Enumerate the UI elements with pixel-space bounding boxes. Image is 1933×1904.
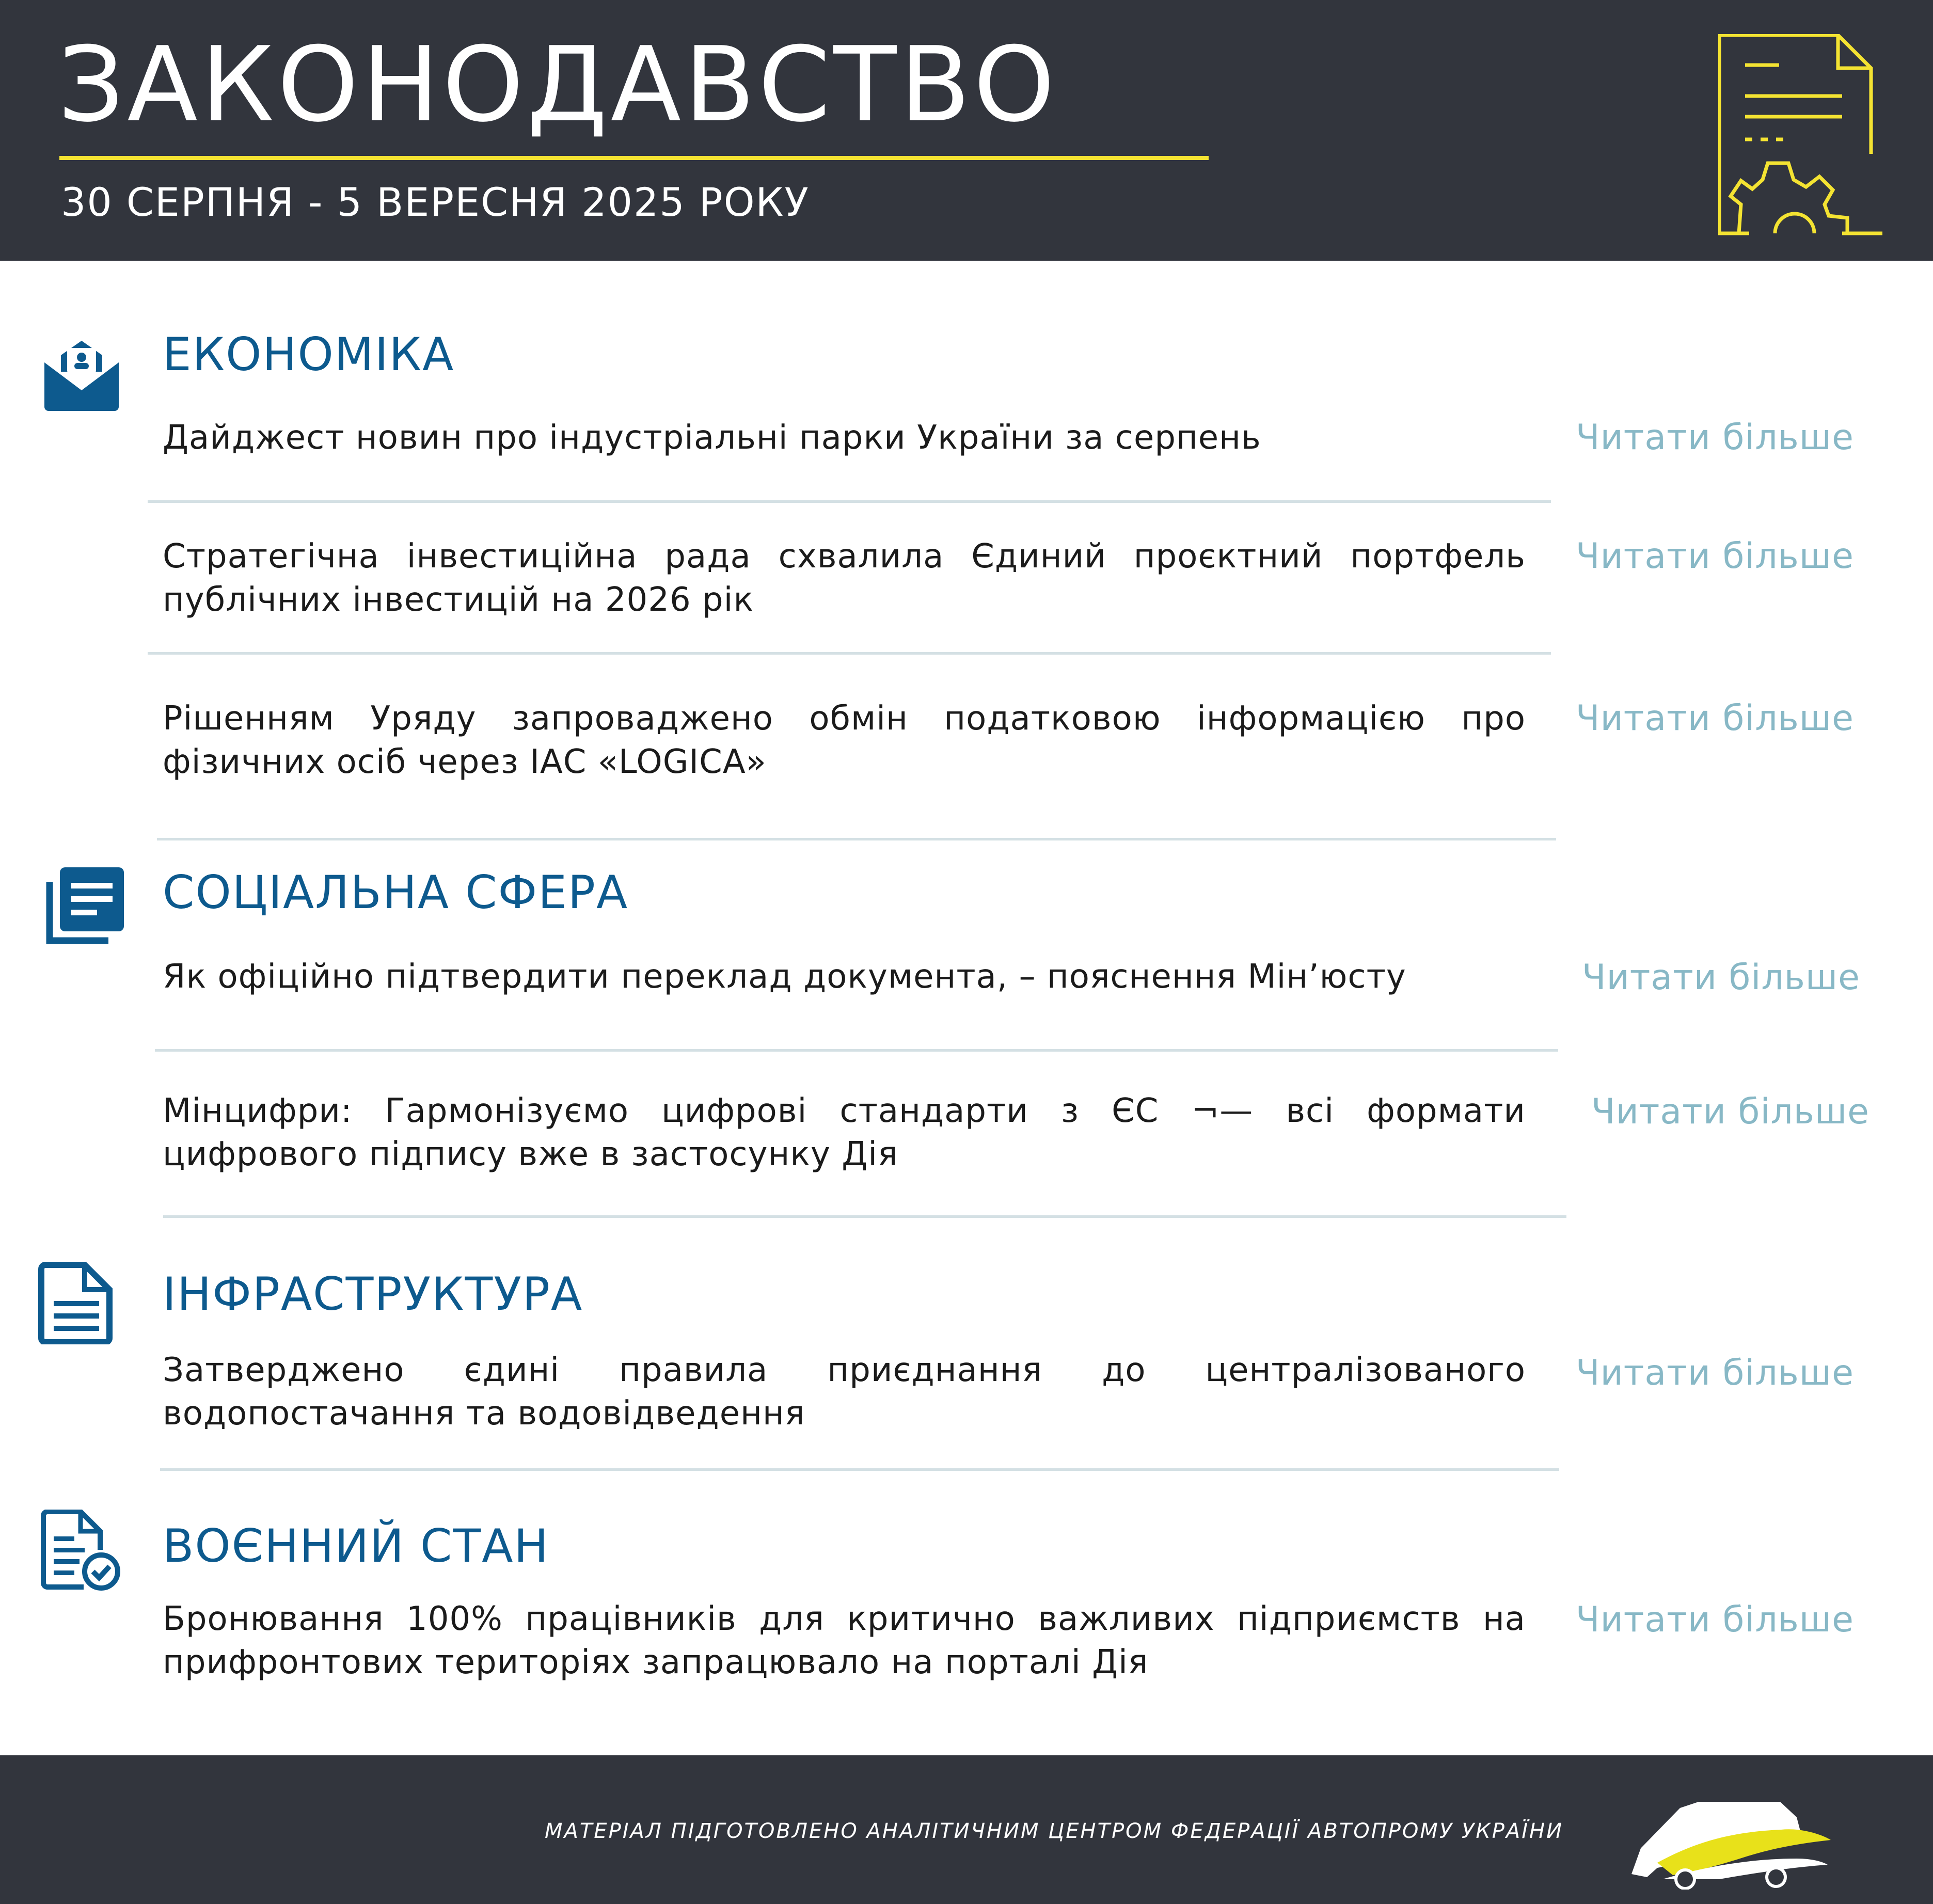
news-item: Рішенням Уряду запроваджено обмін податковою інформацією про фізичних осіб через ІАС «LOGICA» <box>163 700 1526 781</box>
car-logo-icon <box>1626 1776 1833 1890</box>
document-check-icon <box>38 1510 121 1592</box>
divider <box>155 1049 1558 1052</box>
read-more-link[interactable]: Читати більше <box>1591 1091 1869 1132</box>
footer <box>0 1755 1933 1904</box>
divider <box>148 500 1551 503</box>
date-range: 30 СЕРПНЯ - 5 ВЕРЕСНЯ 2025 РОКУ <box>61 179 810 225</box>
read-more-link[interactable]: Читати більше <box>1576 1599 1854 1640</box>
read-more-link[interactable]: Читати більше <box>1576 417 1854 458</box>
envelope-money-icon <box>40 330 123 413</box>
news-item: Дайджест новин про індустріальні парки України за серпень <box>163 419 1261 457</box>
section-title-martial-law: ВОЄННИЙ СТАН <box>163 1519 549 1573</box>
section-title-economics: ЕКОНОМІКА <box>163 328 455 381</box>
read-more-link[interactable]: Читати більше <box>1576 536 1854 577</box>
document-lines-icon <box>35 1262 118 1344</box>
page-title: ЗАКОНОДАВСТВО <box>58 25 1058 145</box>
divider <box>160 1468 1559 1471</box>
section-title-infrastructure: ІНФРАСТРУКТУРА <box>163 1267 583 1321</box>
news-item: Як офіційно підтвердити переклад документа, – пояснення Мін’юсту <box>163 958 1406 996</box>
footer-note: МАТЕРІАЛ ПІДГОТОВЛЕНО АНАЛІТИЧНИМ ЦЕНТРОМ ФЕДЕРАЦІЇ АВТОПРОМУ УКРАЇНИ <box>545 1819 1564 1843</box>
header <box>0 0 1933 261</box>
read-more-link[interactable]: Читати більше <box>1576 1353 1854 1393</box>
documents-stack-icon <box>44 863 127 946</box>
read-more-link[interactable]: Читати більше <box>1576 698 1854 739</box>
divider <box>163 1215 1566 1218</box>
section-title-social: СОЦІАЛЬНА СФЕРА <box>163 866 629 919</box>
news-item: Мінцифри: Гармонізуємо цифрові стандарти з ЄС ¬— всі формати цифрового підпису вже в застосунку Дія <box>163 1092 1526 1173</box>
divider <box>148 652 1551 655</box>
read-more-link[interactable]: Читати більше <box>1582 957 1860 998</box>
news-item: Стратегічна інвестиційна рада схвалила Єдиний проєктний портфель публічних інвестицій на 2026 рік <box>163 537 1526 619</box>
document-gear-icon <box>1718 34 1882 241</box>
divider <box>157 838 1556 840</box>
title-underline <box>59 156 1209 160</box>
news-item: Затверджено єдині правила приєднання до централізованого водопостачання та водовідведення <box>163 1351 1526 1433</box>
news-item: Бронювання 100% працівників для критично важливих підприємств на прифронтових територіях запрацювало на порталі Дія <box>163 1600 1526 1681</box>
